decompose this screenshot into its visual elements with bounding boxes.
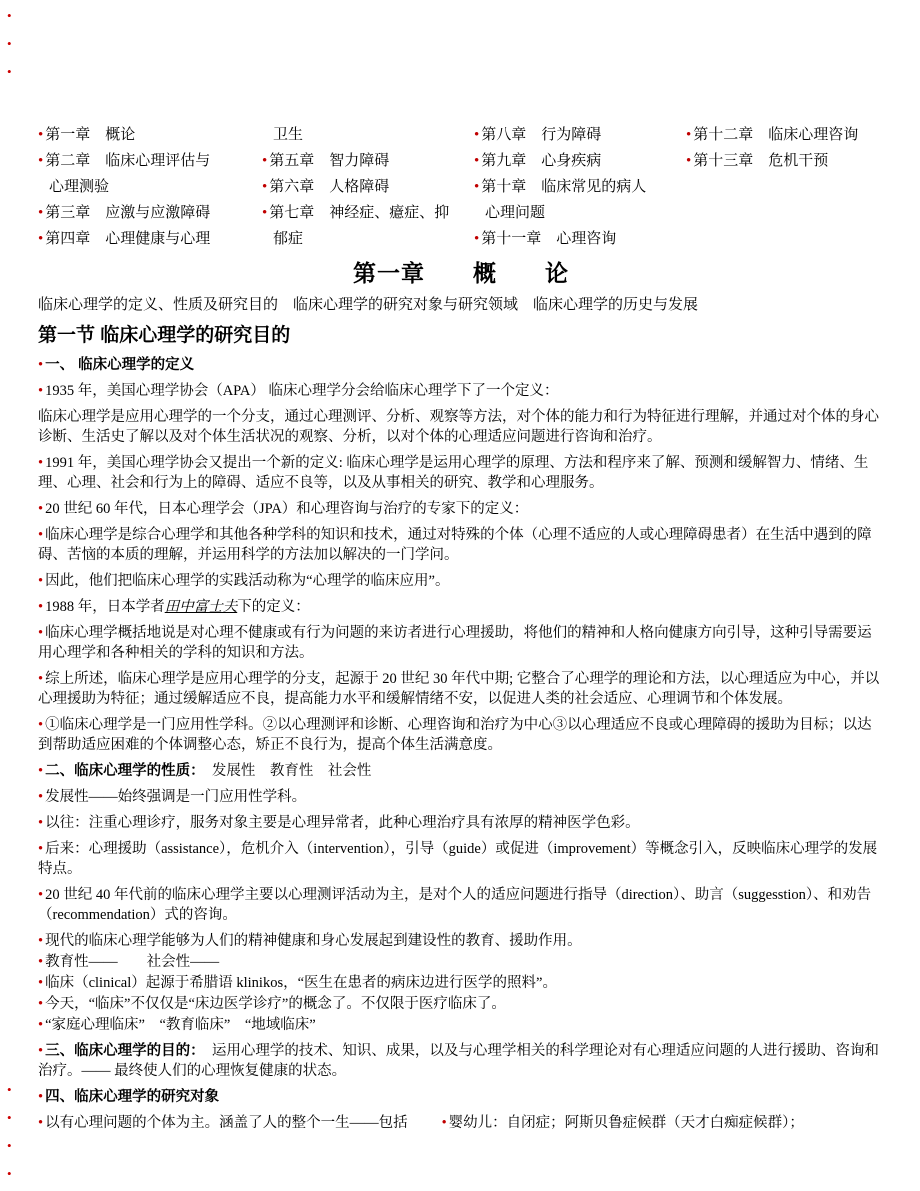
toc-item [686,122,884,148]
document-body [38,355,884,1133]
toc-item-label: 第十三章 危机干预 [693,153,829,169]
text-run: 1988 年，日本学者 [45,599,165,615]
bullet-icon: • [38,717,44,733]
toc-item [262,200,474,226]
text-run: 今天，“临床”不仅仅是“床边医学诊疗”的概念了。不仅限于医疗临床了。 [45,996,506,1012]
text-run: 20 世纪 40 年代前的临床心理学主要以心理测评活动为主，是对个人的适应问题进行指导（direction）、助言（suggesstion）、和劝告（recommendation）式的咨询。 [38,887,872,923]
toc-item-label: 第三章 应激与应激障碍 [45,205,211,221]
bullet-icon: • [38,455,44,471]
bullet-icon: • [38,954,44,970]
bullet-icon: • [686,127,692,143]
paragraph [38,813,884,833]
bullet-icon: • [474,153,480,169]
text-run: 后来：心理援助（assistance），危机介入（intervention），引导（guide）或促进（improvement）等概念引入，反映临床心理学的发展特点。 [38,841,878,877]
toc-item-label: 第一章 概论 [45,127,136,143]
toc-column [686,122,884,252]
bullet-icon: • [38,763,44,779]
table-of-contents [38,122,884,252]
text-run: 发展性——始终强调是一门应用性学科。 [45,789,307,805]
text-run: 四、临床心理学的研究对象 [45,1089,220,1105]
text-run: 综上所述，临床心理学是应用心理学的分支，起源于 20 世纪 30 年代中期; 它整合了心理学的理论和方法，以心理适应为中心，并以心理援助为特征；通过缓解适应不良，提高能力水平和缓解情绪不安，以促进人类的社会适应、心理调节和个体发展。 [38,671,880,707]
paragraph [38,381,884,401]
bullet-icon: • [38,573,44,589]
toc-item [38,148,262,174]
revision-mark-icon: • [7,1166,12,1181]
text-run: 1935 年，美国心理学协会（APA） 临床心理学分会给临床心理学下了一个定义： [45,383,559,399]
bullet-icon: • [262,205,268,221]
paragraph [38,1113,884,1133]
text-run: 临床心理学是应用心理学的一个分支，通过心理测评、分析、观察等方法，对个体的能力和行为特征进行理解，并通过对个体的身心诊断、生活史了解以及对个体生活状况的观察、分析，以对个体的心理适应问题进行咨询和治疗。 [38,409,879,445]
bullet-icon: • [38,671,44,687]
toc-item [38,200,262,226]
paragraph [38,787,884,807]
text-run: 田中富士夫 [164,599,238,615]
toc-item-label: 第十一章 心理咨询 [481,231,617,247]
text-run: 20 世纪 60 年代，日本心理学会（JPA）和心理咨询与治疗的专家下的定义： [45,501,529,517]
toc-item-label: 心理问题 [485,205,546,221]
toc-item-label: 第六章 人格障碍 [269,179,390,195]
margin-revision-marks-top [7,2,12,86]
bullet-icon: • [38,625,44,641]
toc-item-label: 郁症 [273,231,304,247]
toc-item [38,174,262,200]
bullet-icon: • [262,153,268,169]
paragraph [38,1015,884,1035]
text-run: 发展性 教育性 社会性 [197,763,372,779]
text-run: 临床心理学概括地说是对心理不健康或有行为问题的来访者进行心理援助，将他们的精神和人格向健康方向引导，这种引导需要运用心理学和各种相关的学科的知识和方法。 [38,625,872,661]
bullet-icon: • [474,231,480,247]
section-title: 第一节 临床心理学的研究目的 [38,325,291,346]
text-run: 二、临床心理学的性质： [45,763,198,779]
toc-item-label: 第四章 心理健康与心理 [45,231,211,247]
paragraph [38,597,884,617]
text-run: “家庭心理临床” “教育临床” “地域临床” [45,1017,316,1033]
bullet-icon: • [262,179,268,195]
bullet-icon: • [38,1089,44,1105]
toc-item-label: 心理测验 [49,179,110,195]
paragraph [38,669,884,709]
toc-item [474,122,686,148]
text-run: 三、临床心理学的目的： [45,1043,198,1059]
paragraph [38,973,884,993]
toc-item-label: 第十章 临床常见的病人 [481,179,647,195]
text-run: 运用心理学的技术、知识、成果，以及与心理学相关的科学理论对有心理适应问题的人进行援助、咨询和治疗。—— 最终使人们的心理恢复健康的状态。 [38,1043,879,1079]
bullet-icon: • [38,815,44,831]
text-run: 因此，他们把临床心理学的实践活动称为“心理学的临床应用”。 [45,573,450,589]
bullet-icon: • [38,127,44,143]
toc-item-label: 第七章 神经症、癔症、抑 [269,205,450,221]
paragraph [38,407,884,447]
chapter-topics-line: 临床心理学的定义、性质及研究目的 临床心理学的研究对象与研究领域 临床心理学的历史与发展 [38,297,699,313]
bullet-icon: • [38,599,44,615]
paragraph [38,839,884,879]
bullet-icon: • [38,527,44,543]
bullet-icon: • [38,1115,44,1131]
text-run: 一、 临床心理学的定义 [45,357,195,373]
bullet-icon: • [38,231,44,247]
text-run: 临床心理学是综合心理学和其他各种学科的知识和技术，通过对特殊的个体（心理不适应的人或心理障碍患者）在生活中遇到的障碍、苦恼的本质的理解，并运用科学的方法加以解决的一门学问。 [38,527,872,563]
toc-column [262,122,474,252]
revision-mark-icon: • [7,8,12,23]
text-run: 1991 年，美国心理学协会又提出一个新的定义: 临床心理学是运用心理学的原理、方法和程序来了解、预测和缓解智力、情绪、生理、心理、社会和行为上的障碍、适应不良等，以及从事相关的研究、教学和心理服务。 [38,455,869,491]
paragraph [38,571,884,591]
toc-item [474,226,686,252]
chapter-title: 第一章 概 论 [353,261,569,286]
bullet-icon: • [38,1043,44,1059]
paragraph [38,453,884,493]
toc-item [474,148,686,174]
bullet-icon: • [38,501,44,517]
margin-revision-marks-bottom [7,1076,12,1188]
paragraph [38,885,884,925]
text-run: 以往：注重心理诊疗，服务对象主要是心理异常者，此种心理治疗具有浓厚的精神医学色彩。 [45,815,640,831]
bullet-icon: • [38,975,44,991]
toc-item [262,226,474,252]
toc-column [474,122,686,252]
bullet-icon: • [38,357,44,373]
toc-column [38,122,262,252]
toc-item-label: 第八章 行为障碍 [481,127,602,143]
toc-item [262,174,474,200]
revision-mark-icon: • [7,1110,12,1125]
revision-mark-icon: • [7,1138,12,1153]
bullet-icon: • [474,127,480,143]
bullet-icon: • [38,887,44,903]
text-run: 以有心理问题的个体为主。涵盖了人的整个一生——包括 [45,1115,408,1131]
paragraph [38,623,884,663]
paragraph [38,715,884,755]
toc-item [474,200,686,226]
bullet-icon: • [38,996,44,1012]
text-run: 临床（clinical）起源于希腊语 klinikos，“医生在患者的病床边进行医学的照料”。 [45,975,557,991]
toc-item-label: 第二章 临床心理评估与 [45,153,211,169]
bullet-icon: • [38,933,44,949]
toc-item [474,174,686,200]
paragraph [38,931,884,951]
toc-item-label: 第十二章 临床心理咨询 [693,127,859,143]
bullet-icon: • [474,179,480,195]
revision-mark-icon: • [7,36,12,51]
bullet-icon: • [38,205,44,221]
paragraph [38,1087,884,1107]
toc-item-label: 第九章 心身疾病 [481,153,602,169]
text-run: 教育性—— 社会性—— [45,954,220,970]
toc-item [262,122,474,148]
text-run: 下的定义： [237,599,310,615]
revision-mark-icon: • [7,1082,12,1097]
toc-item-label: 卫生 [273,127,304,143]
bullet-icon: • [38,1017,44,1033]
paragraph [38,499,884,519]
toc-item [686,148,884,174]
paragraph [38,355,884,375]
paragraph [38,525,884,565]
bullet-icon: • [441,1115,447,1131]
toc-item [38,226,262,252]
bullet-icon: • [38,383,44,399]
bullet-icon: • [38,789,44,805]
bullet-icon: • [38,841,44,857]
toc-item [38,122,262,148]
paragraph [38,1041,884,1081]
toc-item [262,148,474,174]
toc-item-label: 第五章 智力障碍 [269,153,390,169]
bullet-icon: • [38,153,44,169]
text-run: 现代的临床心理学能够为人们的精神健康和身心发展起到建设性的教育、援助作用。 [45,933,582,949]
revision-mark-icon: • [7,64,12,79]
bullet-icon: • [686,153,692,169]
paragraph [38,952,884,972]
paragraph [38,761,884,781]
text-run: ①临床心理学是一门应用性学科。②以心理测评和诊断、心理咨询和治疗为中心③以心理适应不良或心理障碍的援助为目标；以达到帮助适应困难的个体调整心态，矫正不良行为，提高个体生活满意度。 [38,717,872,753]
text-run: 婴幼儿：自闭症；阿斯贝鲁症候群（天才白痴症候群）； [448,1115,804,1131]
paragraph [38,994,884,1014]
